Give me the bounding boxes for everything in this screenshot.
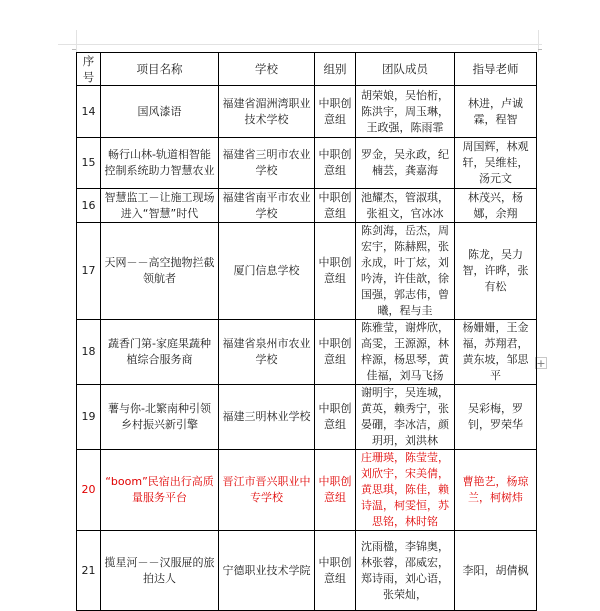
table-row [77,189,537,223]
row-school: 晋江市晋兴职业中专学校 [219,450,315,531]
row-project: 蔬香门第-家庭果蔬种植综合服务商 [101,320,219,385]
row-no: 17 [77,223,101,320]
row-no: 18 [77,320,101,385]
table-header-row [77,53,537,86]
table-row-highlighted [77,450,537,531]
row-advisor: 周国辉，林观轩，吴维桂，汤元文 [455,138,537,189]
row-members: 胡荣娘，吴怡桁，陈洪宇，周玉琳，王政强，陈雨霏 [356,86,455,138]
header-group: 组别 [315,53,356,86]
row-school: 福建三明林业学校 [219,385,315,450]
row-project: 揽星河－－汉服屉的旅拍达人 [101,531,219,611]
row-advisor: 陈龙，吴力智，许晔，张有松 [455,223,537,320]
header-no: 序号 [77,53,101,86]
row-members: 陈雅莹，谢烨欣，高雯，王源源，林梓源，杨思琴，黄佳福，刘马飞扬 [356,320,455,385]
crop-mark-right [538,49,542,50]
row-project: 天网－－高空抛物拦截领航者 [101,223,219,320]
table-row [77,138,537,189]
row-advisor: 林茂兴，杨娜，余翔 [455,189,537,223]
add-row-handle[interactable]: + [536,357,546,370]
crop-mark-left [72,49,76,50]
row-members: 庄珊瑛，陈莹莹，刘欣宇，宋美倩，黄思琪，陈佳，赖诗温，柯雯恒，苏思铭，林时铭 [356,450,455,531]
row-advisor: 杨姗姗，王金福，苏翔君，黄东坡，邹思平 [455,320,537,385]
row-school: 宁德职业技术学院 [219,531,315,611]
row-group: 中职创意组 [315,531,356,611]
row-project: 畅行山林-轨道相智能控制系统助力智慧农业 [101,138,219,189]
row-project: “boom”民宿出行高质量服务平台 [101,450,219,531]
table-row [77,385,537,450]
row-group: 中职创意组 [315,189,356,223]
header-members: 团队成员 [356,53,455,86]
table-row [77,223,537,320]
header-school: 学校 [219,53,315,86]
row-members: 池耀杰，管淑琪，张祖文，官冰冰 [356,189,455,223]
table-row [77,320,537,385]
row-project: 国风漆语 [101,86,219,138]
row-group: 中职创意组 [315,223,356,320]
row-advisor: 林进，卢诚霖，程智 [455,86,537,138]
row-no: 16 [77,189,101,223]
row-school: 厦门信息学校 [219,223,315,320]
row-no: 20 [77,450,101,531]
row-school: 福建省湄洲湾职业技术学校 [219,86,315,138]
row-school: 福建省三明市农业学校 [219,138,315,189]
row-advisor: 曹艳艺，杨琼兰，柯树炜 [455,450,537,531]
awards-table [76,52,537,611]
row-school: 福建省南平市农业学校 [219,189,315,223]
row-group: 中职创意组 [315,385,356,450]
row-members: 沈雨楹，李锦奥，林张蓉，邵威宏，郑诗雨，刘心语，张荣灿， [356,531,455,611]
row-project: 智慧监工－让施工现场进入“智慧”时代 [101,189,219,223]
row-school: 福建省泉州市农业学校 [219,320,315,385]
page-guide-left [76,30,77,52]
table-row [77,86,537,138]
row-no: 14 [77,86,101,138]
row-advisor: 吴彩梅，罗钊，罗荣华 [455,385,537,450]
row-members: 罗金，吴永政，纪楠芸，龚嘉海 [356,138,455,189]
row-members: 谢明宇，吴连城，黄英，赖秀宁，张晏硼，李冰洁，颜玥玥，刘洪林 [356,385,455,450]
row-group: 中职创意组 [315,320,356,385]
header-advisor: 指导老师 [455,53,537,86]
row-no: 19 [77,385,101,450]
row-advisor: 李阳，胡倩枫 [455,531,537,611]
row-group: 中职创意组 [315,138,356,189]
row-no: 21 [77,531,101,611]
row-group: 中职创意组 [315,86,356,138]
row-members: 陈剑海，岳杰，周宏宇，陈赫熙，张永成，叶丁炫，刘吟涛，许佳歆，徐国强，郭志伟，曾曦，程与圭 [356,223,455,320]
page-guide-top [58,44,542,45]
row-group: 中职创意组 [315,450,356,531]
header-project: 项目名称 [101,53,219,86]
row-project: 薯与你-北繁南种引领乡村振兴新引擎 [101,385,219,450]
table-row [77,531,537,611]
row-no: 15 [77,138,101,189]
